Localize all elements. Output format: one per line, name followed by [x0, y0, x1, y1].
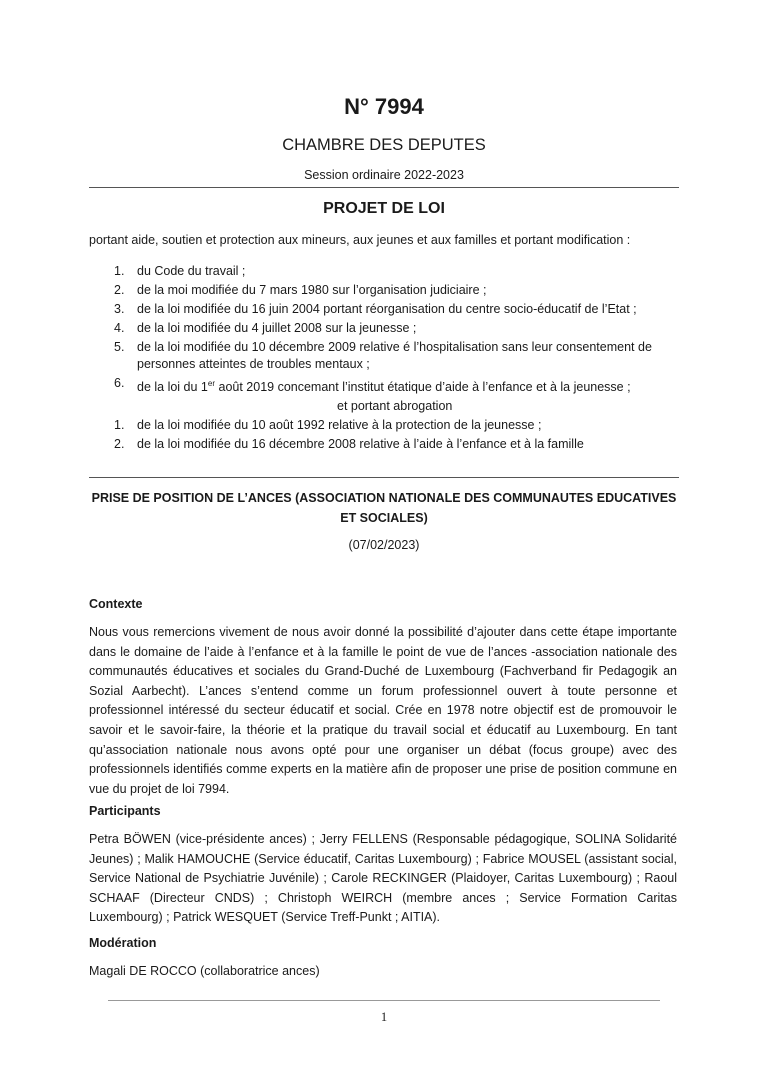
- item-number: 1.: [114, 418, 125, 433]
- document-title: PROJET DE LOI: [323, 200, 445, 217]
- item-number: 1.: [114, 264, 125, 278]
- position-title: PRISE DE POSITION DE L’ANCES (ASSOCIATION NATIONALE DES COMMUNAUTES EDUCATIVES ET SOCIALES): [91, 491, 677, 525]
- participants-heading: Participants: [89, 804, 161, 818]
- contexte-paragraph: Nous vous remercions vivement de nous avoir donné la possibilité d’ajouter dans cette étape importante dans le domaine de l’aide à l’enfance et à la famille le point de vue de l’ances -association nationale des communautés éducatives et sociales du Grand-Duché de Luxembourg (Fachverband fir Pedagogik an Sozial Aarbecht). L’ances s’entend comme un forum professionnel ouvert à toute personne et professionnel intéressé du secteur éducatif et social. Crée en 1978 notre objectif est de promouvoir le savoir et le savoir-faire, la théorie et la pratique du travail social et éducatif au Luxembourg. En tant qu’association nationale nous avons opté pour une organiser un débat (focus groupe) avec des professionnels identifiés comme experts en la matière afin de proposer une prise de position commune en vue du projet de loi 7994.: [89, 625, 677, 796]
- list-item: [89, 435, 689, 454]
- participants-paragraph: Petra BÖWEN (vice-présidente ances) ; Jerry FELLENS (Responsable pédagogique, SOLINA Solidarité Jeunes) ; Malik HAMOUCHE (Service éducatif, Caritas Luxembourg) ; Fabrice MOUSEL (assistant social, Service National de Psychiatrie Juvénile) ; Carole RECKINGER (Plaidoyer, Caritas Luxembourg) ; Raoul SCHAAF (Directeur CNDS) ; Christoph WEIRCH (membre ances ; Service Formation Caritas Luxembourg) ; Patrick WESQUET (Service Treff-Punkt ; AITIA).: [89, 832, 677, 925]
- document-number: N° 7994: [344, 94, 424, 119]
- page-number: 1: [380, 1010, 388, 1024]
- list-item: [89, 319, 689, 338]
- session-label: Session ordinaire 2022-2023: [304, 168, 464, 182]
- item-number: 2.: [114, 283, 125, 297]
- list-item: [89, 262, 689, 281]
- intro-text: portant aide, soutien et protection aux mineurs, aux jeunes et aux familles et portant modification :: [89, 233, 631, 247]
- item-text: de la loi modifiée du 4 juillet 2008 sur la jeunesse ;: [137, 321, 417, 335]
- list-item: [89, 281, 689, 300]
- list-item: [89, 374, 689, 397]
- contexte-heading: Contexte: [89, 597, 143, 611]
- list-item: [89, 300, 689, 319]
- moderation-heading: Modération: [89, 936, 157, 950]
- footer-divider: [108, 1000, 660, 1001]
- moderation-paragraph: Magali DE ROCCO (collaboratrice ances): [89, 964, 320, 978]
- item-number: 4.: [114, 321, 125, 335]
- abrogation-label: et portant abrogation: [337, 399, 453, 414]
- item-text: de la moi modifiée du 7 mars 1980 sur l’organisation judiciaire ;: [137, 283, 487, 297]
- item-text: de la loi modifiée du 10 décembre 2009 relative é l’hospitalisation sans leur consentement de personnes atteintes de troubles mentaux ;: [137, 340, 652, 371]
- item-number: 2.: [114, 437, 125, 452]
- list-item: [89, 339, 657, 373]
- item-number: 3.: [114, 302, 125, 316]
- header-divider: [89, 187, 679, 188]
- chamber-name: CHAMBRE DES DEPUTES: [282, 136, 486, 154]
- item-number: 6.: [114, 376, 125, 390]
- item-text: de la loi modifiée du 10 août 1992 relative à la protection de la jeunesse ;: [137, 418, 542, 433]
- item-number: 5.: [114, 340, 125, 354]
- item-text: de la loi modifiée du 16 juin 2004 portant réorganisation du centre socio-éducatif de l’Etat ;: [137, 302, 637, 316]
- section-divider: [89, 477, 679, 478]
- modification-list: [89, 262, 689, 454]
- item-text: du Code du travail ;: [137, 264, 246, 278]
- position-date: (07/02/2023): [348, 538, 420, 552]
- list-item: [89, 416, 689, 435]
- item-text: de la loi du 1er août 2019 concemant l’institut étatique d’aide à l’enfance et à la jeunesse ;: [137, 379, 631, 395]
- item-text: de la loi modifiée du 16 décembre 2008 relative à l’aide à l’enfance et à la famille: [137, 437, 584, 452]
